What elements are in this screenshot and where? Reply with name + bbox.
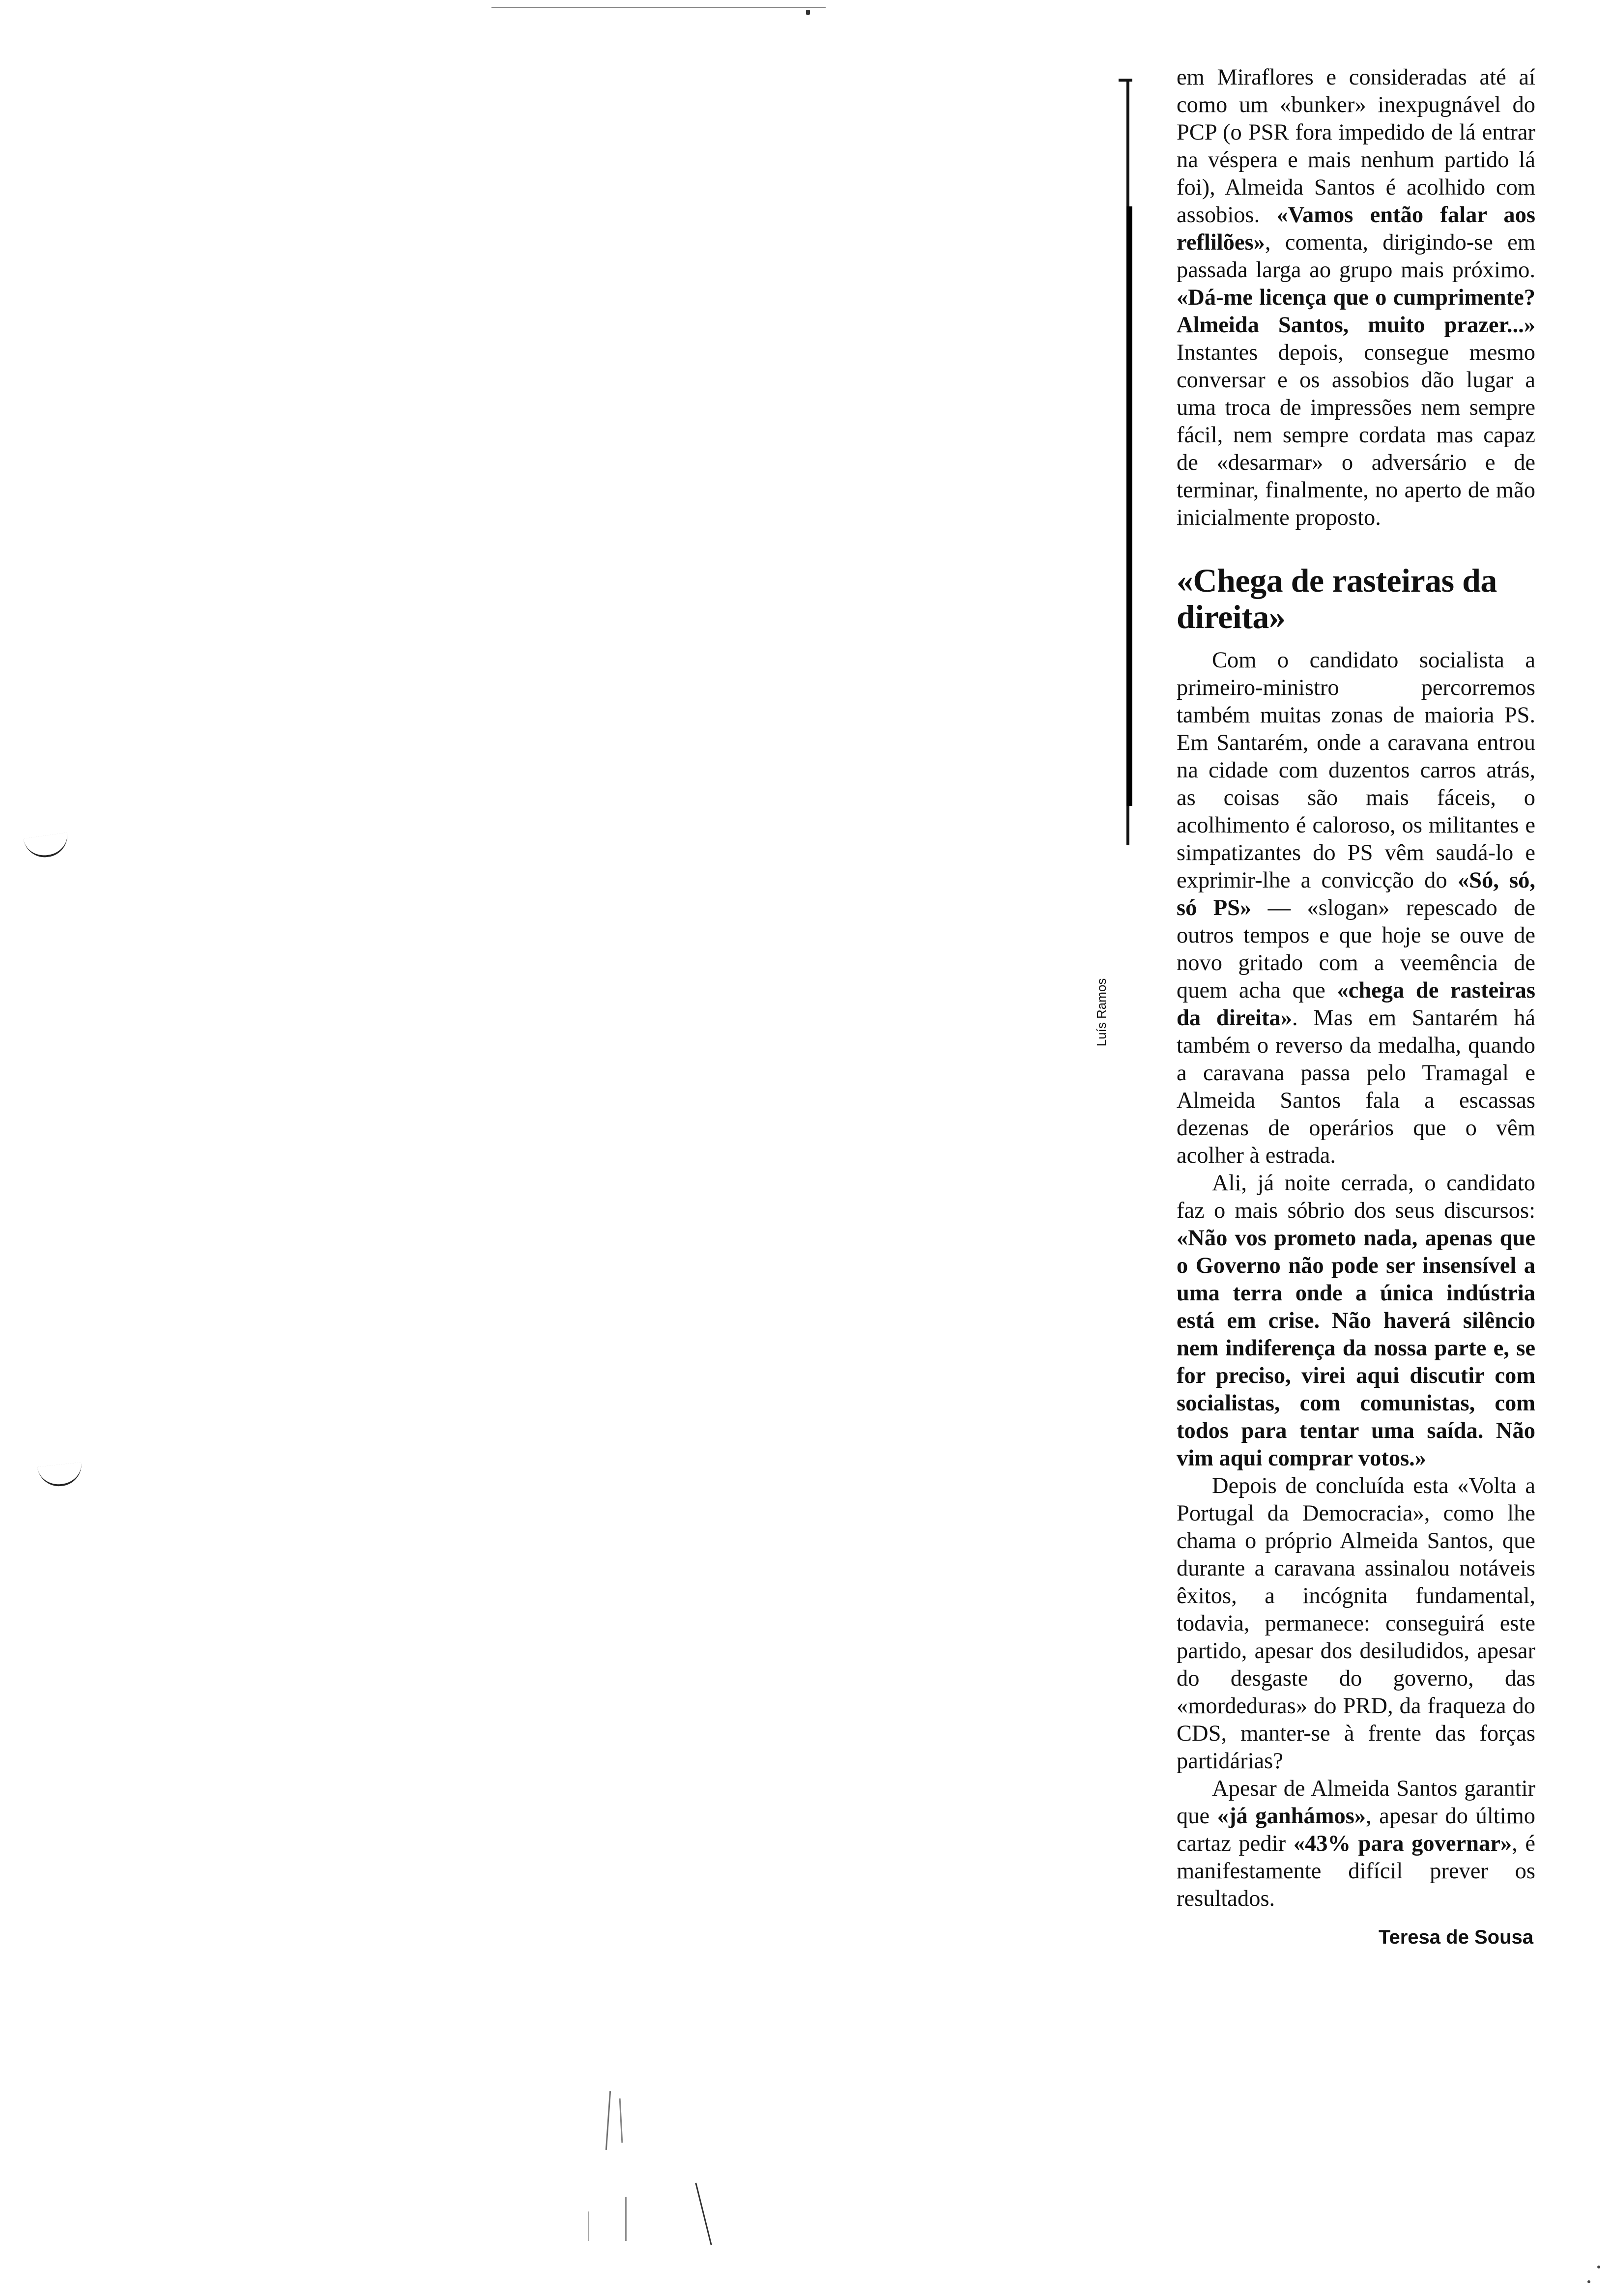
scan-dot	[1587, 2280, 1590, 2283]
photo-edge-bracket-top	[1119, 79, 1132, 82]
article-column	[1177, 64, 1535, 1951]
scan-mark-bottom-2	[619, 2098, 623, 2143]
article-paragraph-5	[1177, 1775, 1535, 1913]
scan-mark-bottom-4	[625, 2197, 627, 2241]
scan-mark-bottom-5	[588, 2211, 589, 2241]
text-run: Depois de concluída esta «Volta a Portugal da Democracia», como lhe chama o próprio Almeida Santos, que durante a caravana assinalou notáveis êxitos, a incógnita fundamental, todavia, permanece: conseguirá este partido, apesar dos desiludidos, apesar do desgaste do governo, das «mordeduras» do PRD, da fraqueza do CDS, manter-se à frente das forças partidárias?	[1177, 1473, 1535, 1774]
scan-mark-bottom-3	[695, 2183, 712, 2245]
bold-quote: «já ganhámos»	[1217, 1804, 1366, 1829]
article-paragraph-2	[1177, 647, 1535, 1170]
bold-quote: «Vamos então falar aos reflilões»	[1177, 202, 1535, 255]
bold-quote: «Só, só, só PS»	[1177, 868, 1535, 920]
scan-mark-bottom-1	[605, 2091, 611, 2150]
scan-top-line	[491, 7, 826, 8]
text-run: — «slogan» repescado de outros tempos e que hoje se ouve de novo gritado com a veemência de quem acha que	[1177, 895, 1535, 1003]
subheading: «Chega de rasteiras da direita»	[1177, 562, 1497, 635]
text-run: , apesar do último cartaz pedir	[1177, 1804, 1535, 1856]
bold-quote: «Não vos prometo nada, apenas que o Governo não pode ser insensível a uma terra onde a única indústria está em crise. Não haverá silêncio nem indiferença da nossa parte e, se for preciso, virei aqui discutir com socialistas, com comunistas, com todos para tentar uma saída. Não vim aqui comprar votos.»	[1177, 1226, 1535, 1471]
photo-edge-bold	[1126, 206, 1132, 806]
text-run: , é manifestamente difícil prever os resultados.	[1177, 1831, 1535, 1911]
bold-quote: «43% para governar»	[1293, 1831, 1512, 1856]
byline: Teresa de Sousa	[1379, 1926, 1533, 1948]
text-run: , comenta, dirigindo-se em passada larga ao grupo mais próximo.	[1177, 230, 1535, 283]
text-run: Instantes depois, consegue mesmo conversar e os assobios dão lugar a uma troca de impressões nem sempre fácil, nem sempre cordata mas capaz de «desarmar» o adversário e de terminar, finalmente, no aperto de mão inicialmente proposto.	[1177, 340, 1535, 530]
article-paragraph-3	[1177, 1170, 1535, 1472]
text-run: Apesar de Almeida Santos garantir que	[1177, 1776, 1535, 1829]
scan-mark-left-1	[23, 832, 70, 860]
bold-quote: «Dá-me licença que o cumprimente? Almeida Santos, muito prazer...»	[1177, 285, 1535, 338]
article-paragraph-4	[1177, 1472, 1535, 1775]
text-run: em Miraflores e consideradas até aí como um «bunker» inexpugnável do PCP (o PSR fora impedido de lá entrar na véspera e mais nenhum partido lá foi), Almeida Santos é acolhido com assobios.	[1177, 65, 1535, 228]
text-run: Com o candidato socialista a primeiro-ministro percorremos também muitas zonas de maioria PS. Em Santarém, onde a caravana entrou na cidade com duzentos carros atrás, as coisas são mais fáceis, o acolhimento é caloroso, os militantes e simpatizantes do PS vêm saudá-lo e exprimir-lhe a convicção do	[1177, 648, 1535, 893]
text-run: Ali, já noite cerrada, o candidato faz o mais sóbrio dos seus discursos:	[1177, 1171, 1535, 1223]
bold-quote: «chega de rasteiras da direita»	[1177, 978, 1535, 1031]
article-paragraph-1	[1177, 64, 1535, 532]
photo-credit: Luís Ramos	[1094, 978, 1109, 1047]
scan-top-mark	[806, 10, 810, 15]
scan-dot	[1597, 2266, 1600, 2268]
text-run: . Mas em Santarém há também o reverso da medalha, quando a caravana passa pelo Tramagal e Almeida Santos fala a escassas dezenas de operários que o vêm acolher à estrada.	[1177, 1005, 1535, 1168]
scan-mark-left-2	[37, 1462, 84, 1488]
